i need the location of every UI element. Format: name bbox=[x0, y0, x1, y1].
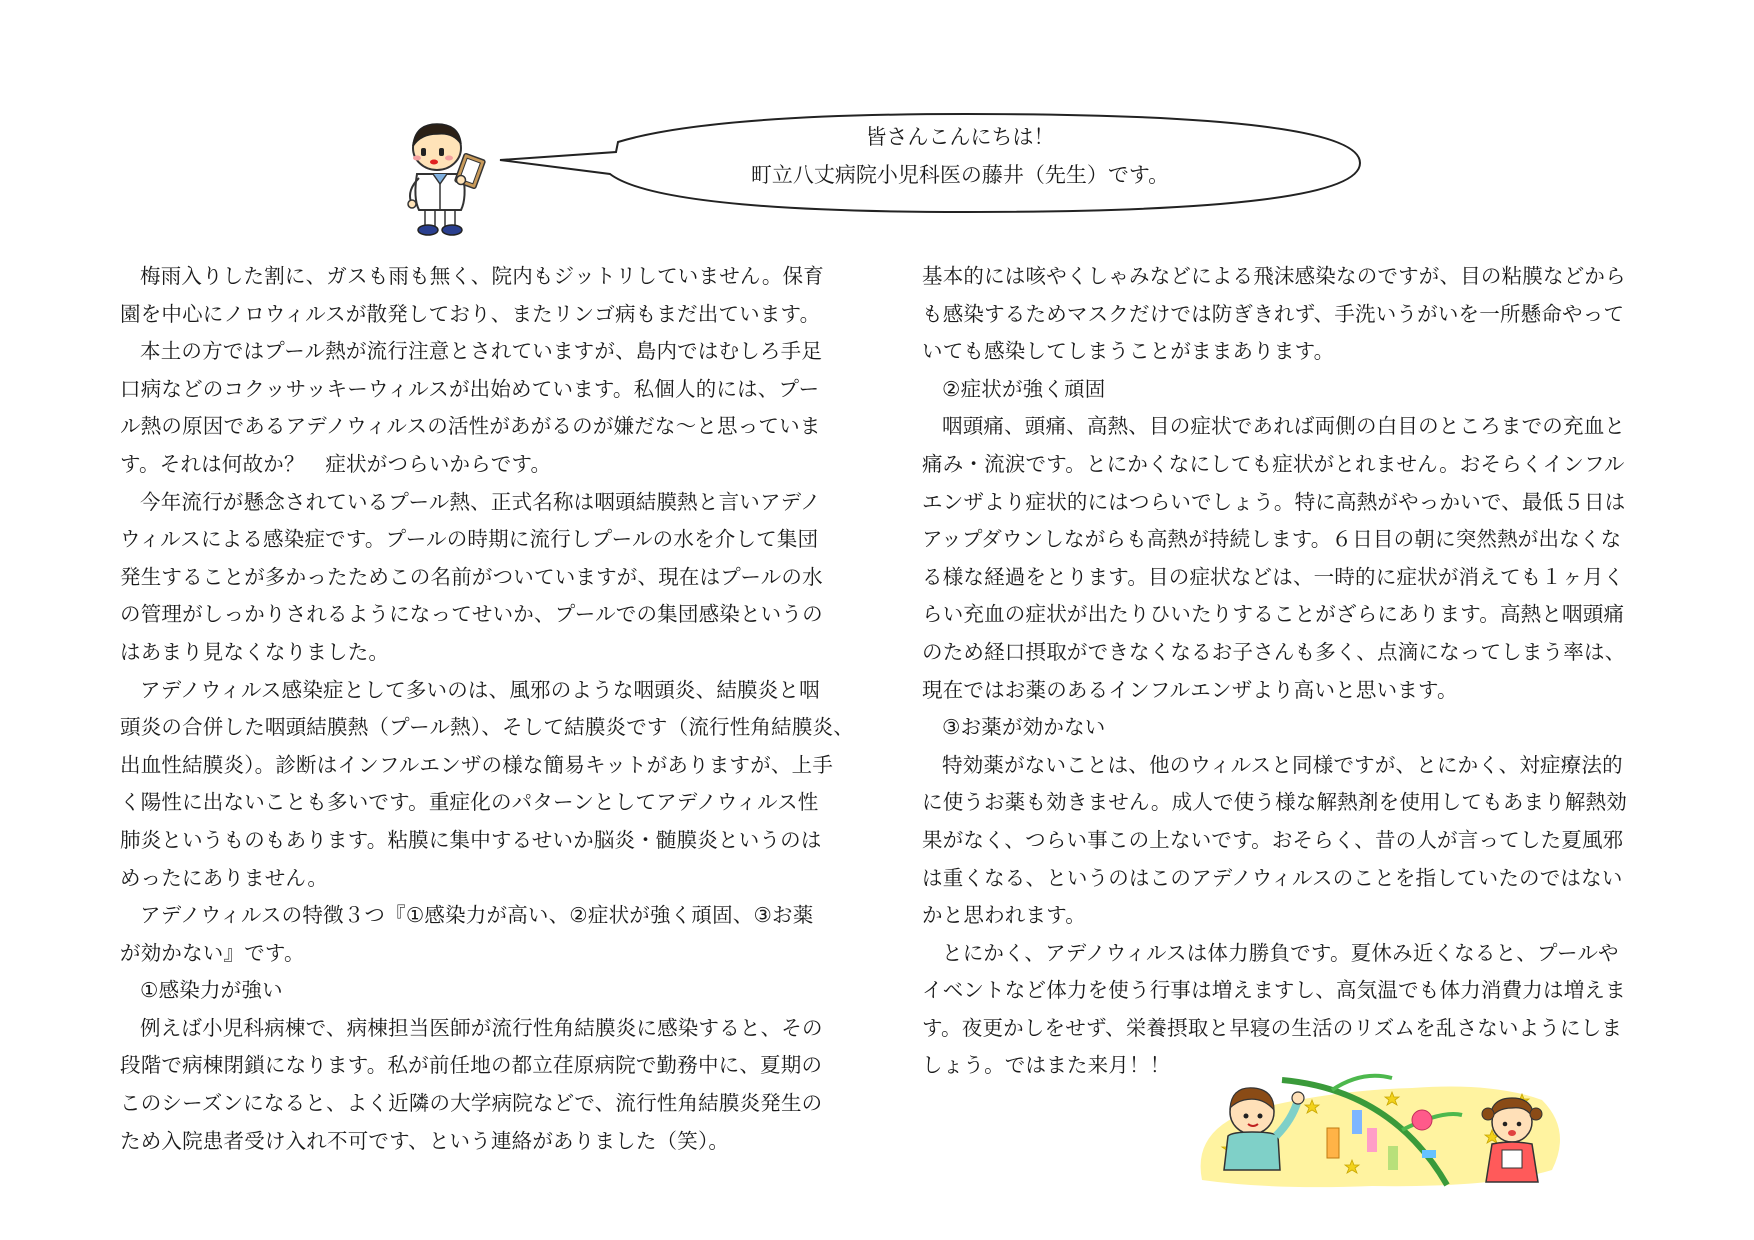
text-line: ル熱の原因であるアデノウィルスの活性があがるのが嫌だな～と思っていま bbox=[120, 414, 821, 439]
text-line: らい充血の症状が出たりひいたりすることがざらにあります。高熱と咽頭痛 bbox=[922, 602, 1625, 627]
right-column bbox=[922, 258, 1682, 1085]
section-heading: ③お薬が効かない bbox=[942, 715, 1106, 740]
text-line: 口病などのコクッサッキーウィルスが出始めています。私個人的には、プー bbox=[120, 376, 820, 401]
text-line: 例えば小児科病棟で、病棟担当医師が流行性角結膜炎に感染すると、その bbox=[140, 1015, 823, 1040]
text-line: アデノウィルスの特徴３つ『①感染力が高い、②症状が強く頑固、③お薬 bbox=[140, 903, 814, 928]
text-line: も感染するためマスクだけでは防ぎきれず、手洗いうがいを一所懸命やって bbox=[922, 301, 1625, 326]
text-line: 特効薬がないことは、他のウィルスと同様ですが、とにかく、対症療法的 bbox=[942, 752, 1623, 777]
text-line: 頭炎の合併した咽頭結膜熱（プール熱）、そして結膜炎です（流行性角結膜炎、 bbox=[120, 715, 854, 740]
text-line: はあまり見なくなりました。 bbox=[120, 639, 390, 664]
text-line: 出血性結膜炎）。診断はインフルエンザの様な簡易キットがありますが、上手 bbox=[120, 752, 834, 777]
text-line: 肺炎というものもあります。粘膜に集中するせいか脳炎・髄膜炎というのは bbox=[120, 827, 822, 852]
text-line: 果がなく、つらい事この上ないです。おそらく、昔の人が言ってした夏風邪 bbox=[922, 827, 1624, 852]
text-line: しょう。ではまた来月！！ bbox=[922, 1053, 1171, 1078]
text-line: 本土の方ではプール熱が流行注意とされていますが、島内ではむしろ手足 bbox=[140, 339, 823, 364]
text-line: の管理がしっかりされるようになってせいか、プールでの集団感染というの bbox=[120, 602, 823, 627]
section-heading: ②症状が強く頑固 bbox=[942, 376, 1106, 401]
tanabata-children-icon bbox=[1192, 1070, 1582, 1190]
text-line: 基本的には咳やくしゃみなどによる飛沫感染なのですが、目の粘膜などから bbox=[922, 264, 1626, 288]
text-line: アップダウンしながらも高熱が持続します。６日目の朝に突然熱が出なくな bbox=[922, 527, 1622, 552]
text-line: す。それは何故か？ 症状がつらいからです。 bbox=[120, 451, 552, 476]
text-line: 痛み・流涙です。とにかくなにしても症状がとれません。おそらくインフル bbox=[922, 451, 1625, 476]
text-line: 現在ではお薬のあるインフルエンザより高いと思います。 bbox=[922, 677, 1458, 702]
text-line: が効かない』です。 bbox=[120, 940, 305, 965]
greeting-line-2: 町立八丈病院小児科医の藤井（先生）です。 bbox=[750, 163, 1170, 187]
text-line: く陽性に出ないことも多いです。重症化のパターンとしてアデノウィルス性 bbox=[120, 790, 819, 815]
doctor-icon bbox=[395, 118, 500, 238]
text-line: エンザより症状的にはつらいでしょう。特に高熱がやっかいで、最低５日は bbox=[922, 489, 1626, 514]
text-line: のため経口摂取ができなくなるお子さんも多く、点滴になってしまう率は、 bbox=[922, 639, 1626, 664]
text-line: ウィルスによる感染症です。プールの時期に流行しプールの水を介して集団 bbox=[120, 527, 819, 552]
text-line: 梅雨入りした割に、ガスも雨も無く、院内もジットリしていません。保育 bbox=[140, 264, 824, 288]
text-line: 咽頭痛、頭痛、高熱、目の症状であれば両側の白目のところまでの充血と bbox=[942, 414, 1626, 439]
text-line: かと思われます。 bbox=[922, 903, 1086, 928]
text-line: とにかく、アデノウィルスは体力勝負です。夏休み近くなると、プールや bbox=[942, 940, 1619, 965]
text-line: に使うお薬も効きません。成人で使う様な解熱剤を使用してもあまり解熱効 bbox=[922, 790, 1628, 815]
text-line: 発生することが多かったためこの名前がついていますが、現在はプールの水 bbox=[120, 564, 823, 589]
text-line: す。夜更かしをせず、栄養摂取と早寝の生活のリズムを乱さないようにしま bbox=[922, 1015, 1623, 1040]
text-line: いても感染してしまうことがままあります。 bbox=[922, 339, 1335, 364]
text-line: このシーズンになると、よく近隣の大学病院などで、流行性角結膜炎発生の bbox=[120, 1091, 823, 1116]
text-line: 今年流行が懸念されているプール熱、正式名称は咽頭結膜熱と言いアデノ bbox=[140, 489, 821, 514]
text-line: ため入院患者受け入れ不可です、という連絡がありました（笑）。 bbox=[120, 1128, 730, 1153]
text-line: アデノウィルス感染症として多いのは、風邪のような咽頭炎、結膜炎と咽 bbox=[140, 677, 820, 702]
text-line: 園を中心にノロウィルスが散発しており、またリンゴ病もまだ出ています。 bbox=[120, 301, 821, 326]
left-column bbox=[120, 258, 880, 1160]
greeting-text bbox=[620, 118, 1300, 194]
greeting-line-1: 皆さんこんにちは！ bbox=[865, 125, 1055, 149]
text-line: めったにありません。 bbox=[120, 865, 329, 890]
text-line: は重くなる、というのはこのアデノウィルスのことを指していたのではない bbox=[922, 865, 1623, 890]
text-line: る様な経過をとります。目の症状などは、一時的に症状が消えても１ヶ月く bbox=[922, 564, 1625, 589]
section-heading: ①感染力が強い bbox=[140, 978, 283, 1003]
text-line: 段階で病棟閉鎖になります。私が前任地の都立荏原病院で勤務中に、夏期の bbox=[120, 1053, 823, 1078]
text-line: イベントなど体力を使う行事は増えますし、高気温でも体力消費力は増えま bbox=[922, 978, 1626, 1003]
